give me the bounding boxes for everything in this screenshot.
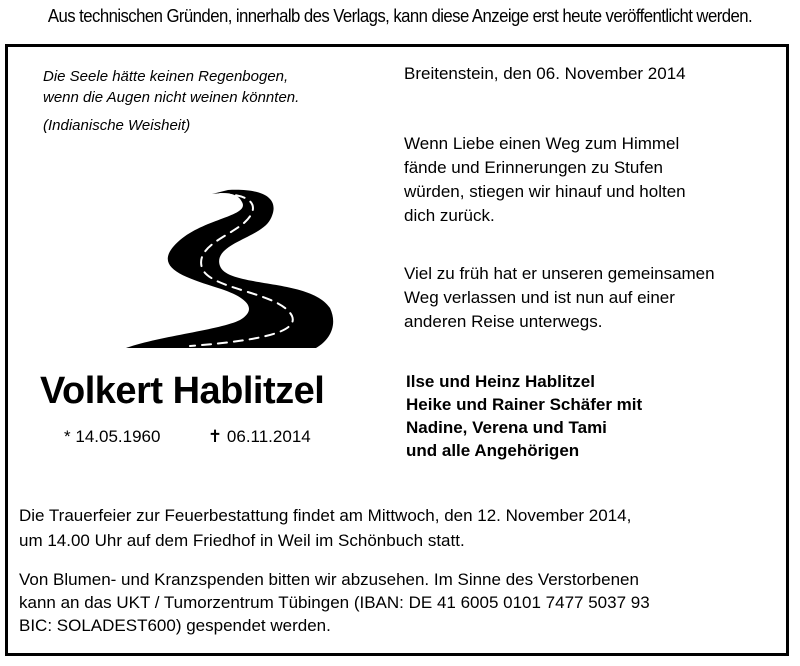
mourner-line: Nadine, Verena und Tami [406,418,607,437]
message-paragraph [404,262,715,334]
quote-paragraph [404,132,686,228]
place-date: Breitenstein, den 06. November 2014 [404,64,686,83]
life-dates [64,427,311,447]
poem-line-2: wenn die Augen nicht weinen könnten. [43,89,300,106]
mourner-line: Heike und Rainer Schäfer mit [406,395,643,414]
poem-source: (Indianische Weisheit) [43,117,191,134]
publication-notice: Aus technischen Gründen, innerhalb des Verlags, kann diese Anzeige erst heute veröffentlicht werden. [47,6,753,26]
donation-line: Von Blumen- und Kranzspenden bitten wir abzusehen. Im Sinne des Verstorbenen [19,570,639,589]
quote-line: dich zurück. [404,206,495,225]
donation-info [19,568,650,637]
message-line: anderen Reise unterwegs. [404,312,603,331]
poem-line-1: Die Seele hätte keinen Regenbogen, [43,68,289,85]
mourners-list [406,370,642,462]
quote-line: Wenn Liebe einen Weg zum Himmel [404,134,680,153]
service-line: Die Trauerfeier zur Feuerbestattung findet am Mittwoch, den 12. November 2014, [19,506,632,525]
birth-symbol: * [64,427,71,446]
message-line: Viel zu früh hat er unseren gemeinsamen [404,264,715,283]
quote-line: fände und Erinnerungen zu Stufen [404,158,663,177]
funeral-service-info [19,503,631,553]
quote-line: würden, stiegen wir hinauf und holten [404,182,686,201]
winding-road-icon [120,180,340,350]
mourner-line: und alle Angehörigen [406,441,580,460]
donation-line: kann an das UKT / Tumorzentrum Tübingen (IBAN: DE 41 6005 0101 7477 5037 93 [19,593,650,612]
cross-icon: ✝ [207,427,223,446]
poem [43,66,299,136]
mourner-line: Ilse und Heinz Hablitzel [406,372,595,391]
service-line: um 14.00 Uhr auf dem Friedhof in Weil im Schönbuch statt. [19,531,465,550]
donation-line: BIC: SOLADEST600) gespendet werden. [19,616,331,635]
message-line: Weg verlassen und ist nun auf einer [404,288,675,307]
birth-date: 14.05.1960 [75,427,161,446]
deceased-name: Volkert Hablitzel [40,370,325,412]
death-date: 06.11.2014 [226,427,311,446]
